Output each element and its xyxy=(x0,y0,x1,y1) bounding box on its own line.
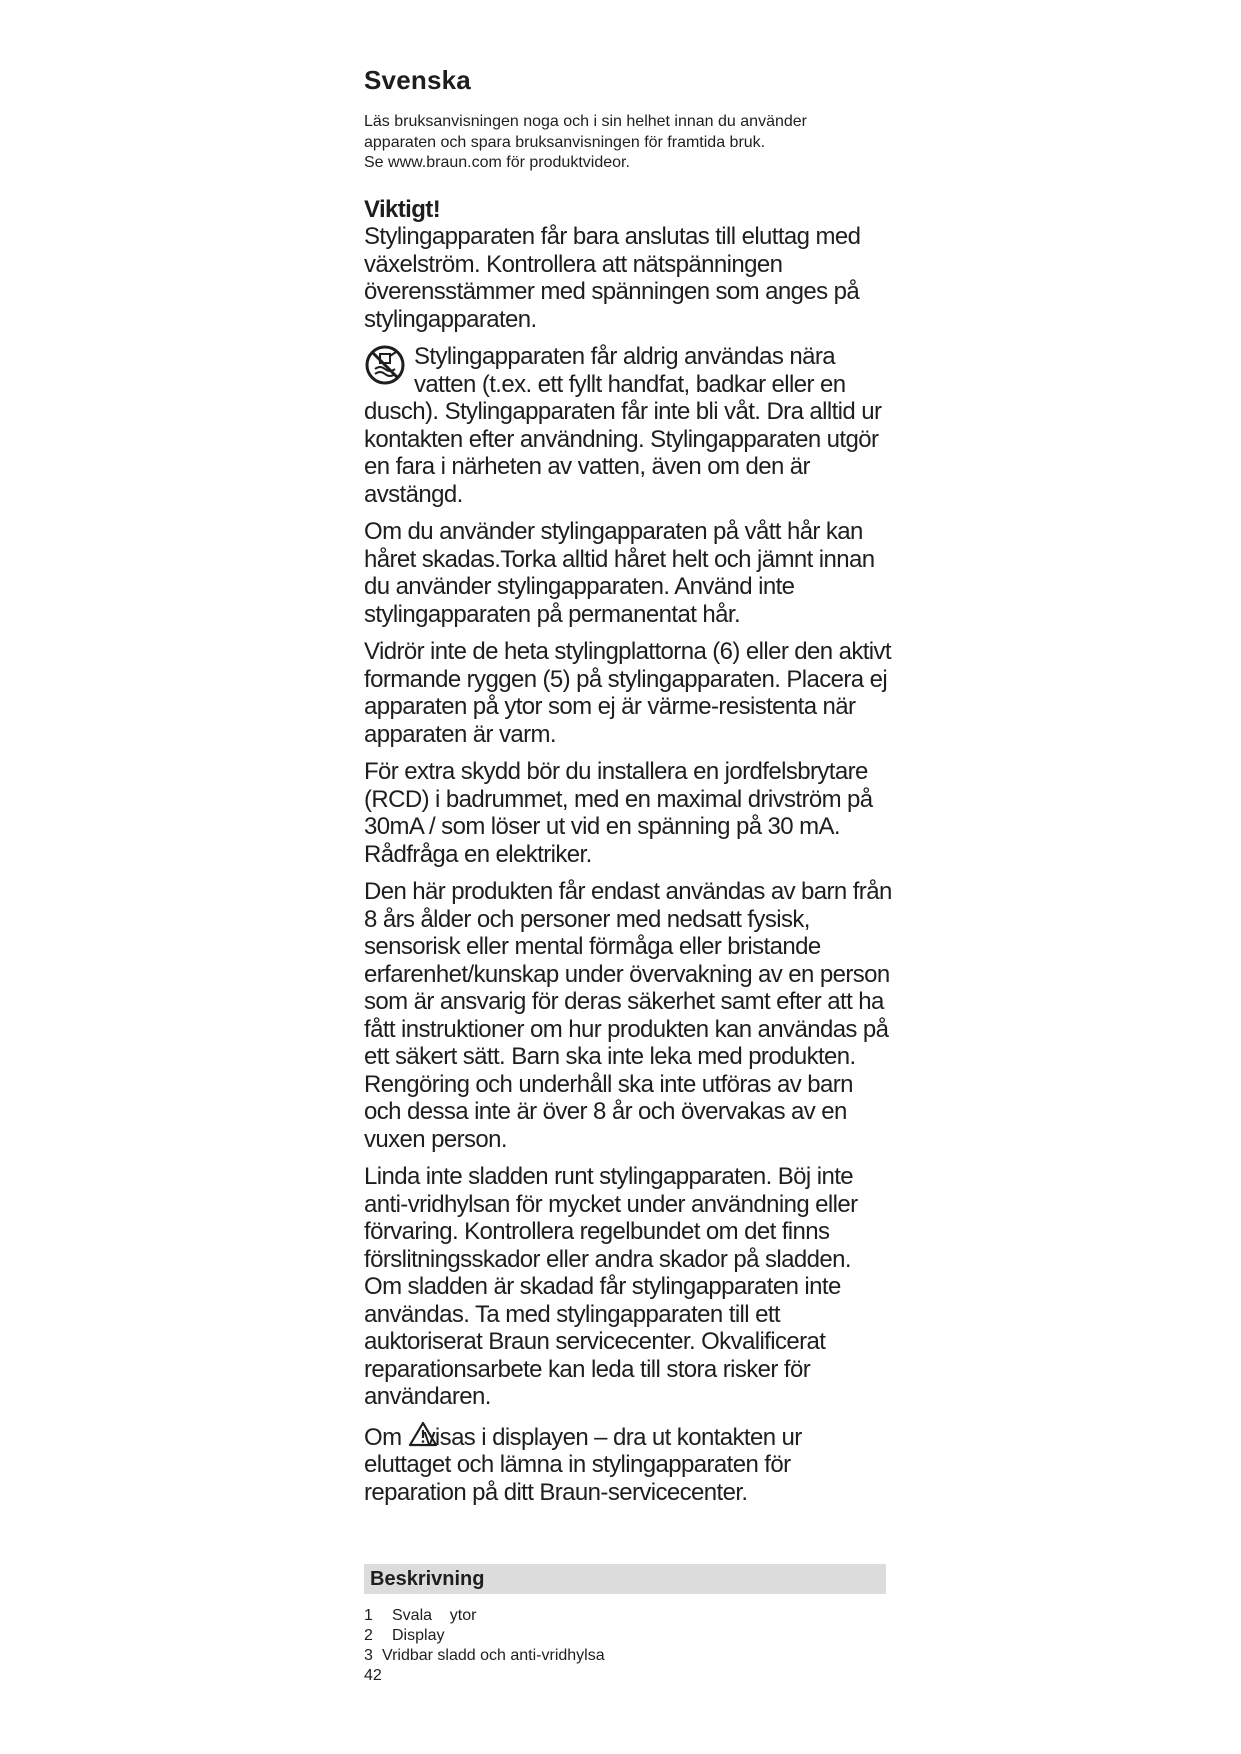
page-column xyxy=(364,60,894,1686)
list-item xyxy=(364,1626,894,1646)
paragraph-cord-care: Linda inte sladden runt stylingapparaten. Böj inte anti-vridhylsan för mycket under användning eller förvaring. Kontrollera regelbundet om det finns förslitningsskador eller andra skador på sladden. Om sladden är skadad får stylingapparaten inte användas. Ta med stylingapparaten till ett auktoriserat Braun servicecenter. Okvalificerat reparationsarbete kan leda till stora risker för användaren. xyxy=(364,1163,858,1410)
page-number: 42 xyxy=(364,1667,382,1684)
display-warning-prefix: Om xyxy=(364,1423,408,1451)
no-water-symbol-icon xyxy=(364,343,412,389)
item-number: 3 xyxy=(364,1647,373,1664)
item-text: Display xyxy=(392,1627,445,1644)
intro-line: Se www.braun.com för produktvideor. xyxy=(364,154,630,171)
item-text: Svala ytor xyxy=(392,1607,477,1624)
list-item xyxy=(364,1646,894,1666)
item-number: 1 xyxy=(364,1607,373,1624)
item-text: Vridbar sladd och anti-vridhylsa xyxy=(382,1647,605,1664)
paragraph-rcd: För extra skydd bör du installera en jordfelsbrytare (RCD) i badrummet, med en maximal drivström på 30mA / som löser ut vid en spänning på 30 mA. Rådfråga en elektriker. xyxy=(364,758,873,868)
water-warning-text: Stylingapparaten får aldrig användas nära vatten (t.ex. ett fyllt handfat, badkar eller en dusch). Stylingapparaten får inte bli våt. Dra alltid ur kontakten efter användning. Stylingapparaten utgör en fara i närheten av vatten, även om den är avstängd. xyxy=(364,343,882,508)
paragraph-display-warning xyxy=(364,1421,894,1507)
item-number: 2 xyxy=(364,1627,373,1644)
important-heading: Viktigt! xyxy=(364,195,441,223)
display-warning-text: visas i displayen – dra ut kontakten ur eluttaget och lämna in stylingapparaten för reparation på ditt Braun-servicecenter. xyxy=(364,1423,802,1506)
language-heading: Svenska xyxy=(364,65,471,95)
intro-line: Läs bruksanvisningen noga och i sin helhet innan du använder xyxy=(364,113,807,130)
intro-text xyxy=(364,112,894,174)
list-item xyxy=(364,1606,894,1626)
paragraph-children: Den här produkten får endast användas av barn från 8 års ålder och personer med nedsatt fysisk, sensorisk eller mental förmåga eller bristande erfarenhet/kunskap under övervakning av en person som är ansvarig för deras säkerhet samt efter att ha fått instruktioner om hur produkten kan användas på ett säkert sätt. Barn ska inte leka med produkten. Rengöring och underhåll ska inte utföras av barn och dessa inte är över 8 år och övervakas av en vuxen person. xyxy=(364,878,892,1153)
paragraph-water-warning xyxy=(364,343,894,508)
description-list xyxy=(364,1606,894,1666)
paragraph-hot-plates: Vidrör inte de heta stylingplattorna (6) eller den aktivt formande ryggen (5) på stylingapparaten. Placera ej apparaten på ytor som ej är värme-resistenta när apparaten är varm. xyxy=(364,638,891,748)
intro-line: apparaten och spara bruksanvisningen för framtida bruk. xyxy=(364,133,766,151)
description-heading: Beskrivning xyxy=(364,1564,886,1594)
paragraph-wet-hair: Om du använder stylingapparaten på vått hår kan håret skadas.Torka alltid håret helt och jämnt innan du använder stylingapparaten. Använd inte stylingapparaten på permanentat hår. xyxy=(364,518,875,628)
paragraph-mains-power: Stylingapparaten får bara anslutas till eluttag med växelström. Kontrollera att nätspänningen överensstämmer med spänningen som anges på stylingapparaten. xyxy=(364,223,861,333)
